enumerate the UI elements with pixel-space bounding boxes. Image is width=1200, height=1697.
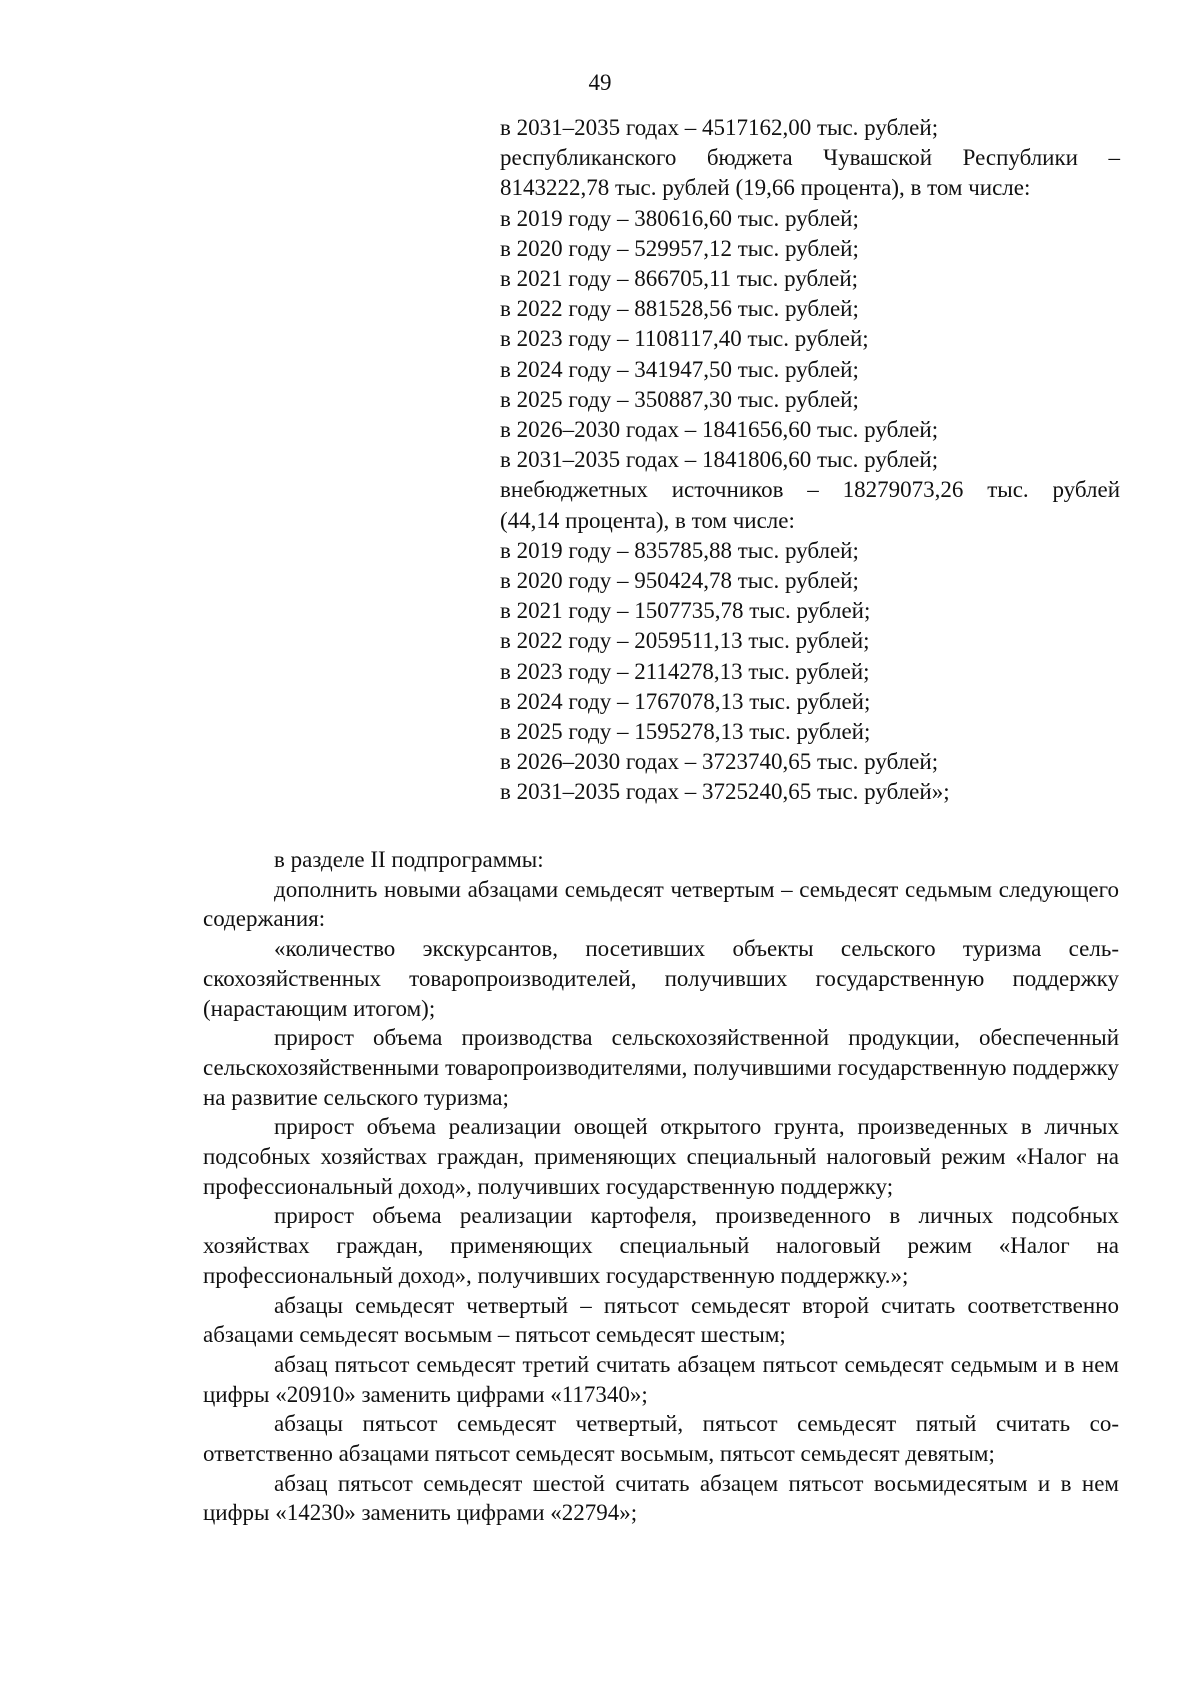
- funding-line: в 2031–2035 годах – 1841806,60 тыс. рублей;: [500, 447, 939, 473]
- funding-line: в 2025 году – 1595278,13 тыс. рублей;: [500, 719, 871, 745]
- paragraph: дополнить новыми абзацами семьдесят четвертым – семьдесят седьмым следующего содержания:: [203, 876, 1119, 932]
- funding-line: в 2023 году – 1108117,40 тыс. рублей;: [500, 326, 869, 352]
- funding-line: в 2021 году – 1507735,78 тыс. рублей;: [500, 598, 871, 624]
- funding-line: в 2025 году – 350887,30 тыс. рублей;: [500, 386, 859, 412]
- paragraph: абзацы семьдесят четвертый – пятьсот семьдесят второй считать соответственно абзацами семьдесят восьмым – пятьсот семьдесят шестым;: [203, 1292, 1119, 1348]
- funding-line: в 2024 году – 1767078,13 тыс. рублей;: [500, 688, 871, 714]
- paragraph: в разделе II подпрограммы:: [274, 847, 544, 872]
- funding-line: в 2020 году – 529957,12 тыс. рублей;: [500, 235, 859, 261]
- funding-line: в 2022 году – 881528,56 тыс. рублей;: [500, 296, 859, 322]
- funding-line: в 2020 году – 950424,78 тыс. рублей;: [500, 568, 859, 594]
- funding-line: 8143222,78 тыс. рублей (19,66 процента), в том числе:: [500, 175, 1031, 201]
- paragraph: «количество экскурсантов, посетивших объекты сельского туризма сельскохозяйственных товаропроизводителей, получивших государственную поддержку (нарастающим итогом);: [203, 936, 1119, 1021]
- funding-line: в 2023 году – 2114278,13 тыс. рублей;: [500, 658, 870, 684]
- funding-line: в 2024 году – 341947,50 тыс. рублей;: [500, 356, 859, 382]
- funding-line: республиканского бюджета Чувашской Республики –: [500, 145, 1120, 171]
- funding-line: в 2031–2035 годах – 3725240,65 тыс. рублей»;: [500, 779, 950, 805]
- paragraph: прирост объема реализации картофеля, произведенного в личных подсобных хозяйствах граждан, применяющих специальный налоговый режим «Налог на профессиональный доход», получивших государственную поддержку.»;: [203, 1203, 1119, 1288]
- paragraph: абзац пятьсот семьдесят третий считать абзацем пятьсот семьдесят седьмым и в нем цифры «20910» заменить цифрами «117340»;: [203, 1351, 1119, 1407]
- funding-line: в 2022 году – 2059511,13 тыс. рублей;: [500, 628, 870, 654]
- funding-line: (44,14 процента), в том числе:: [500, 507, 795, 533]
- amendment-text: [203, 845, 1119, 1528]
- funding-line: внебюджетных источников – 18279073,26 тыс. рублей: [500, 477, 1120, 503]
- paragraph: абзац пятьсот семьдесят шестой считать абзацем пятьсот восьмидесятым и в нем цифры «14230» заменить цифрами «22794»;: [203, 1470, 1119, 1526]
- funding-breakdown-column: [500, 113, 1120, 808]
- funding-line: в 2031–2035 годах – 4517162,00 тыс. рублей;: [500, 115, 939, 140]
- paragraph: прирост объема производства сельскохозяйственной продукции, обеспеченный сельскохозяйственными товаропроизводителями, получившими государственную поддержку на развитие сельского туризма;: [203, 1025, 1119, 1110]
- funding-line: в 2019 году – 380616,60 тыс. рублей;: [500, 205, 859, 231]
- paragraph: абзацы пятьсот семьдесят четвертый, пятьсот семьдесят пятый считать соответственно абзацами пятьсот семьдесят восьмым, пятьсот семьдесят девятым;: [203, 1411, 1119, 1467]
- funding-line: в 2019 году – 835785,88 тыс. рублей;: [500, 537, 859, 563]
- funding-line: в 2021 году – 866705,11 тыс. рублей;: [500, 266, 859, 292]
- funding-line: в 2026–2030 годах – 3723740,65 тыс. рублей;: [500, 749, 939, 775]
- page-number: 49: [588, 70, 612, 95]
- paragraph: прирост объема реализации овощей открытого грунта, произведенных в личных подсобных хозяйствах граждан, применяющих специальный налоговый режим «Налог на профессиональный доход», получивших государственную поддержку;: [203, 1114, 1119, 1199]
- funding-line: в 2026–2030 годах – 1841656,60 тыс. рублей;: [500, 417, 939, 443]
